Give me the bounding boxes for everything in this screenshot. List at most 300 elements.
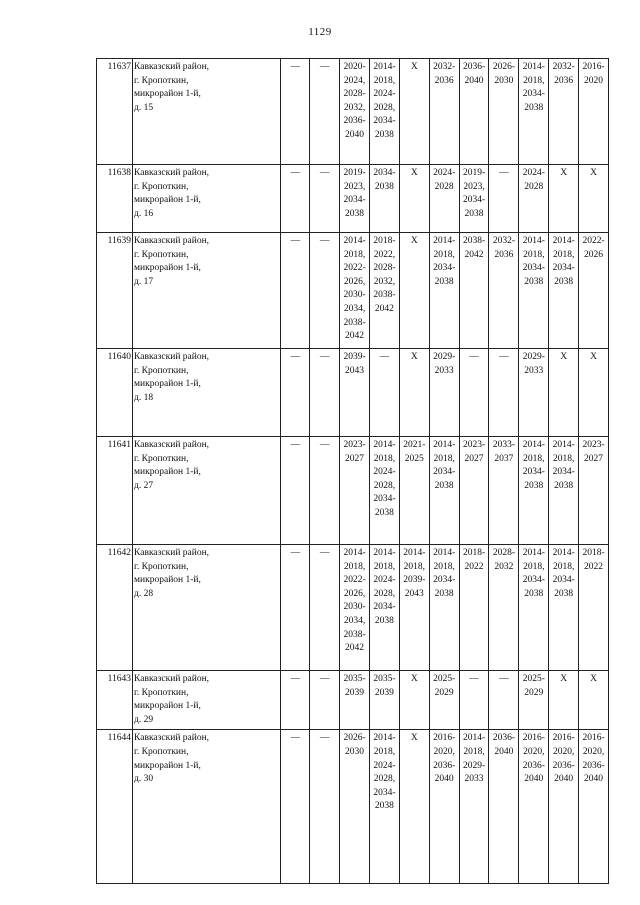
- period-cell: [459, 671, 489, 730]
- period-cell: [310, 233, 340, 349]
- period-cell: [369, 730, 399, 884]
- period-value: 2034-: [522, 89, 545, 100]
- period-cell: [519, 437, 549, 545]
- register-table: [96, 58, 609, 884]
- period-value: 2032-: [433, 62, 456, 72]
- period-value: —: [499, 352, 509, 362]
- table-row: [97, 671, 609, 730]
- period-value: 2024,: [343, 75, 366, 86]
- period-value: 2028,: [373, 480, 396, 491]
- period-value: X: [590, 168, 597, 178]
- period-value: —: [290, 548, 301, 558]
- period-value: —: [319, 168, 330, 178]
- period-value: 2014-: [522, 62, 545, 72]
- period-value: 2032-: [552, 62, 575, 72]
- period-cell: [579, 730, 609, 884]
- period-value: 2018,: [343, 561, 366, 572]
- period-cell: [369, 437, 399, 545]
- period-cell: [340, 437, 370, 545]
- period-value: 2024-: [373, 89, 396, 100]
- address-line: д. 27: [134, 480, 154, 491]
- address-cell: [133, 671, 281, 730]
- period-value: 2014-: [433, 440, 456, 450]
- period-cell: [489, 437, 519, 545]
- period-value: —: [319, 62, 330, 72]
- period-cell: [399, 165, 429, 233]
- period-value: 2040: [554, 774, 574, 785]
- period-value: 2025-: [522, 674, 545, 684]
- period-value: —: [319, 440, 330, 450]
- period-value: 2023-: [343, 440, 366, 450]
- period-value: 2034-: [552, 263, 575, 274]
- period-value: 2014-: [462, 733, 486, 744]
- period-value: 2038: [434, 588, 454, 599]
- period-value: 2036-: [552, 760, 575, 771]
- period-cell: [429, 437, 459, 545]
- address-line: г. Кропоткин,: [134, 453, 189, 464]
- record-number: 11637: [97, 59, 133, 165]
- address-line: Кавказский район,: [134, 733, 210, 744]
- period-value: 2043: [345, 365, 365, 376]
- period-cell: [310, 165, 340, 233]
- period-cell: [579, 545, 609, 671]
- period-value: 2014-: [552, 236, 575, 246]
- period-value: 2026-: [343, 733, 366, 744]
- period-value: 2014-: [552, 440, 575, 450]
- period-cell: [519, 165, 549, 233]
- period-value: 2014-: [403, 548, 426, 558]
- period-cell: [579, 59, 609, 165]
- address-line: г. Кропоткин,: [134, 687, 189, 698]
- period-cell: [310, 730, 340, 884]
- period-value: 2038-: [343, 629, 366, 640]
- period-value: 2040: [524, 774, 544, 785]
- period-value: 2034-: [433, 575, 456, 586]
- period-cell: [549, 349, 579, 437]
- address-line: г. Кропоткин,: [134, 746, 189, 757]
- period-value: X: [410, 674, 418, 684]
- period-value: 2023,: [343, 181, 366, 192]
- period-value: 2042: [374, 303, 394, 314]
- period-value: 2042: [345, 643, 365, 654]
- period-value: 2033: [464, 774, 484, 785]
- period-value: 2019-: [343, 168, 366, 178]
- period-value: —: [499, 674, 509, 684]
- period-value: 2038: [524, 276, 544, 287]
- period-cell: [340, 730, 370, 884]
- address-cell: [133, 59, 281, 165]
- period-cell: [549, 545, 579, 671]
- period-cell: [519, 233, 549, 349]
- period-value: 2027: [464, 453, 484, 464]
- period-value: 2021-: [403, 440, 426, 450]
- period-value: 2034,: [343, 303, 366, 314]
- period-cell: [310, 349, 340, 437]
- period-value: —: [290, 236, 301, 246]
- period-value: 2039-: [343, 352, 366, 362]
- period-value: 2018,: [552, 453, 575, 464]
- period-value: 2022-: [582, 236, 605, 246]
- period-cell: [369, 165, 399, 233]
- record-number: 11643: [97, 671, 133, 730]
- period-value: 2024-: [373, 467, 396, 478]
- period-value: 2014-: [552, 548, 575, 558]
- period-cell: [369, 349, 399, 437]
- period-value: 2036: [434, 75, 454, 86]
- address-line: микрорайон 1-й,: [134, 263, 201, 274]
- period-value: —: [290, 440, 301, 450]
- period-value: 2018,: [373, 561, 396, 572]
- table-row: [97, 437, 609, 545]
- period-value: 2022-: [343, 263, 366, 274]
- period-cell: [429, 233, 459, 349]
- period-cell: [459, 165, 489, 233]
- period-value: —: [319, 352, 330, 362]
- period-cell: [459, 233, 489, 349]
- period-value: 2038-: [373, 290, 396, 301]
- period-value: 2018,: [433, 249, 455, 260]
- period-cell: [549, 671, 579, 730]
- period-value: X: [560, 674, 568, 684]
- period-value: —: [290, 733, 301, 744]
- period-value: 2020,: [523, 746, 545, 757]
- period-value: 2042: [464, 249, 484, 260]
- period-cell: [459, 437, 489, 545]
- table-row: [97, 730, 609, 884]
- period-value: —: [499, 168, 509, 178]
- period-value: 2014-: [373, 440, 396, 450]
- address-cell: [133, 165, 281, 233]
- period-value: 2024-: [373, 575, 396, 586]
- address-line: г. Кропоткин,: [134, 75, 189, 86]
- address-line: микрорайон 1-й,: [134, 760, 201, 771]
- record-number: 11640: [97, 349, 133, 437]
- period-cell: [310, 437, 340, 545]
- period-cell: [281, 545, 310, 671]
- period-value: —: [290, 674, 301, 684]
- table-row: [97, 59, 609, 165]
- period-value: 2030: [345, 746, 365, 757]
- period-value: 2036-: [343, 116, 366, 127]
- period-value: —: [469, 352, 479, 362]
- address-line: д. 18: [134, 392, 154, 403]
- period-value: 2027: [584, 453, 604, 464]
- period-value: 2040: [464, 75, 484, 86]
- period-value: 2030-: [343, 602, 366, 613]
- period-cell: [310, 671, 340, 730]
- period-value: 2028,: [373, 774, 396, 785]
- period-value: X: [410, 352, 418, 362]
- period-value: 2038: [464, 208, 484, 219]
- period-cell: [429, 545, 459, 671]
- period-value: 2030: [494, 75, 514, 86]
- period-value: 2028-: [492, 548, 515, 558]
- period-cell: [429, 730, 459, 884]
- period-value: 2028,: [373, 102, 396, 113]
- period-value: 2025: [404, 453, 424, 464]
- period-value: 2038: [374, 615, 394, 626]
- period-value: 2029-: [433, 352, 456, 362]
- period-value: 2038: [434, 480, 454, 491]
- period-value: 2036-: [522, 760, 545, 771]
- period-cell: [489, 730, 519, 884]
- period-value: 2028,: [373, 588, 396, 599]
- period-cell: [549, 165, 579, 233]
- period-value: 2034-: [522, 467, 545, 478]
- address-line: Кавказский район,: [134, 168, 210, 178]
- period-value: 2022: [464, 561, 484, 572]
- period-cell: [459, 545, 489, 671]
- table-row: [97, 349, 609, 437]
- period-value: 2026,: [343, 276, 366, 287]
- address-line: д. 17: [134, 276, 154, 287]
- period-cell: [429, 165, 459, 233]
- period-value: 2032: [494, 561, 514, 572]
- period-value: 2036: [494, 249, 514, 260]
- period-cell: [399, 671, 429, 730]
- period-value: 2038: [554, 588, 574, 599]
- period-value: 2038: [345, 208, 365, 219]
- period-cell: [579, 437, 609, 545]
- period-value: 2014-: [522, 236, 545, 246]
- period-value: 2018,: [523, 453, 545, 464]
- record-number: 11641: [97, 437, 133, 545]
- period-value: 2028: [434, 181, 454, 192]
- address-line: микрорайон 1-й,: [134, 89, 201, 100]
- period-value: 2036: [554, 75, 574, 86]
- period-value: 2018,: [433, 453, 455, 464]
- period-cell: [549, 233, 579, 349]
- record-number: 11642: [97, 545, 133, 671]
- period-value: 2026: [584, 249, 604, 260]
- address-line: микрорайон 1-й,: [134, 379, 201, 390]
- period-cell: [429, 349, 459, 437]
- period-value: 2014-: [373, 733, 396, 744]
- period-value: —: [469, 674, 479, 684]
- period-cell: [399, 59, 429, 165]
- period-value: 2028-: [373, 263, 396, 274]
- period-cell: [310, 59, 340, 165]
- address-cell: [133, 545, 281, 671]
- address-line: г. Кропоткин,: [134, 249, 189, 260]
- period-value: —: [290, 168, 301, 178]
- period-value: 2034-: [433, 263, 456, 274]
- period-value: —: [379, 352, 390, 362]
- period-value: 2040: [434, 774, 454, 785]
- period-cell: [281, 730, 310, 884]
- address-line: Кавказский район,: [134, 548, 210, 558]
- address-line: микрорайон 1-й,: [134, 701, 201, 712]
- period-value: 2040: [584, 774, 604, 785]
- period-value: 2020: [584, 75, 604, 86]
- period-value: 2034-: [552, 467, 575, 478]
- period-cell: [399, 349, 429, 437]
- period-value: 2036-: [433, 760, 456, 771]
- period-value: 2036-: [462, 62, 486, 72]
- period-value: 2036-: [492, 733, 515, 744]
- period-value: X: [410, 168, 418, 178]
- period-value: 2025-: [433, 674, 456, 684]
- period-value: 2032-: [492, 236, 515, 246]
- period-value: 2029-: [522, 352, 545, 362]
- period-value: 2032,: [343, 102, 366, 113]
- period-value: 2033-: [492, 440, 515, 450]
- period-cell: [459, 349, 489, 437]
- period-value: 2016-: [582, 62, 605, 72]
- record-number: 11639: [97, 233, 133, 349]
- period-cell: [340, 165, 370, 233]
- address-line: Кавказский район,: [134, 440, 210, 450]
- period-value: X: [590, 352, 597, 362]
- period-value: X: [410, 62, 418, 72]
- period-cell: [429, 671, 459, 730]
- address-line: д. 30: [134, 774, 154, 785]
- period-value: X: [560, 352, 568, 362]
- period-value: 2018,: [373, 453, 396, 464]
- period-value: 2014-: [343, 548, 366, 558]
- period-value: 2018-: [373, 236, 396, 246]
- period-cell: [459, 730, 489, 884]
- period-value: 2034-: [373, 168, 396, 178]
- period-cell: [281, 165, 310, 233]
- address-cell: [133, 349, 281, 437]
- period-cell: [340, 671, 370, 730]
- period-value: 2034-: [373, 787, 396, 798]
- period-value: 2030-: [343, 290, 366, 301]
- address-cell: [133, 730, 281, 884]
- address-line: Кавказский район,: [134, 62, 210, 72]
- period-cell: [579, 671, 609, 730]
- address-line: Кавказский район,: [134, 352, 210, 362]
- period-value: 2028-: [343, 89, 366, 100]
- period-value: 2014-: [433, 236, 456, 246]
- period-value: 2020,: [582, 746, 605, 757]
- period-value: 2038: [434, 276, 454, 287]
- period-value: 2043: [404, 588, 424, 599]
- period-cell: [281, 671, 310, 730]
- period-value: 2014-: [522, 440, 545, 450]
- period-value: 2020,: [552, 746, 575, 757]
- period-value: 2033: [524, 365, 544, 376]
- address-line: г. Кропоткин,: [134, 181, 189, 192]
- period-value: 2034-: [373, 602, 396, 613]
- period-value: 2016-: [582, 733, 605, 744]
- table-row: [97, 545, 609, 671]
- address-line: микрорайон 1-й,: [134, 195, 201, 206]
- period-value: 2040: [494, 746, 514, 757]
- period-cell: [519, 545, 549, 671]
- period-cell: [399, 233, 429, 349]
- period-value: 2028: [524, 181, 544, 192]
- period-value: 2029: [434, 687, 454, 698]
- period-value: 2020,: [433, 746, 455, 757]
- period-value: 2023,: [463, 181, 485, 192]
- period-value: 2018,: [523, 561, 545, 572]
- period-cell: [549, 437, 579, 545]
- period-cell: [519, 671, 549, 730]
- period-value: 2024-: [373, 760, 396, 771]
- period-value: 2024-: [522, 168, 545, 178]
- period-cell: [340, 233, 370, 349]
- period-value: 2037: [494, 453, 514, 464]
- address-line: г. Кропоткин,: [134, 365, 189, 376]
- period-value: 2018,: [343, 249, 366, 260]
- period-value: 2034-: [373, 116, 396, 127]
- period-value: 2038: [524, 480, 544, 491]
- period-value: 2029-: [462, 760, 486, 771]
- period-cell: [281, 59, 310, 165]
- period-value: 2039: [374, 687, 394, 698]
- address-line: д. 16: [134, 208, 154, 219]
- period-value: 2034-: [522, 263, 545, 274]
- period-cell: [579, 233, 609, 349]
- address-line: микрорайон 1-й,: [134, 467, 201, 478]
- address-line: микрорайон 1-й,: [134, 575, 201, 586]
- period-value: 2034-: [552, 575, 575, 586]
- period-value: 2038: [524, 588, 544, 599]
- period-value: 2038: [374, 129, 394, 140]
- period-value: 2016-: [433, 733, 456, 744]
- period-value: —: [319, 548, 330, 558]
- period-cell: [579, 165, 609, 233]
- period-value: 2018,: [552, 561, 575, 572]
- period-value: 2018,: [523, 249, 545, 260]
- record-number: 11644: [97, 730, 133, 884]
- period-value: 2016-: [522, 733, 545, 744]
- period-value: 2024-: [433, 168, 456, 178]
- address-line: г. Кропоткин,: [134, 561, 189, 572]
- period-cell: [369, 59, 399, 165]
- period-cell: [399, 730, 429, 884]
- period-value: 2039-: [403, 575, 426, 586]
- period-value: 2020-: [343, 62, 366, 72]
- period-cell: [459, 59, 489, 165]
- period-value: 2023-: [462, 440, 486, 450]
- period-cell: [369, 233, 399, 349]
- period-value: 2027: [345, 453, 365, 464]
- period-value: 2036-: [582, 760, 605, 771]
- period-value: 2040: [345, 129, 365, 140]
- period-cell: [489, 349, 519, 437]
- table-row: [97, 233, 609, 349]
- period-cell: [340, 545, 370, 671]
- period-cell: [549, 59, 579, 165]
- period-cell: [549, 730, 579, 884]
- period-cell: [489, 671, 519, 730]
- period-cell: [369, 671, 399, 730]
- period-cell: [579, 349, 609, 437]
- address-line: д. 29: [134, 714, 154, 725]
- period-cell: [429, 59, 459, 165]
- period-value: 2038: [374, 507, 394, 518]
- period-value: 2038-: [462, 236, 486, 246]
- period-value: 2016-: [552, 733, 575, 744]
- period-cell: [369, 545, 399, 671]
- period-value: 2022: [584, 561, 604, 572]
- period-value: X: [410, 733, 418, 744]
- period-value: 2039: [345, 687, 365, 698]
- period-value: 2023-: [582, 440, 605, 450]
- period-value: 2034-: [343, 195, 366, 206]
- period-value: 2018,: [373, 75, 396, 86]
- period-cell: [489, 545, 519, 671]
- address-cell: [133, 437, 281, 545]
- period-value: 2033: [434, 365, 454, 376]
- period-cell: [340, 59, 370, 165]
- period-value: 2018,: [463, 746, 485, 757]
- period-value: X: [410, 236, 418, 246]
- period-value: —: [319, 236, 330, 246]
